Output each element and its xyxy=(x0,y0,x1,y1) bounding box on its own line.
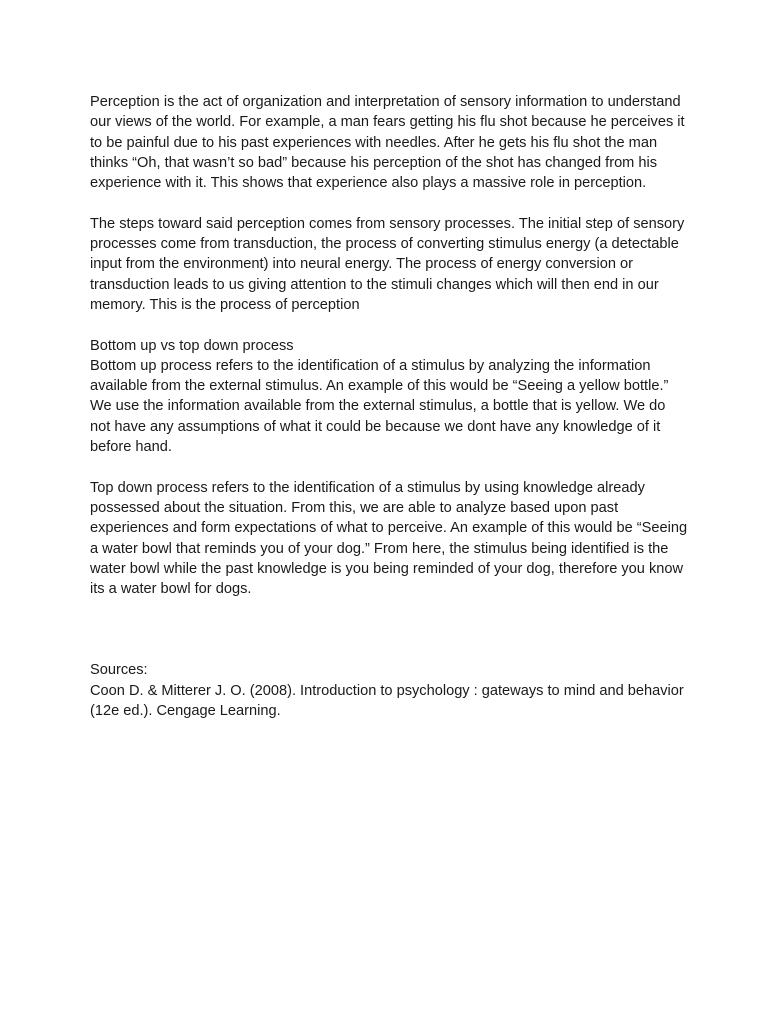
document-body xyxy=(90,92,688,721)
paragraph-sensory-processes: The steps toward said perception comes from sensory processes. The initial step of sensory processes come from transduction, the process of converting stimulus energy (a detectable input from the environment) into neural energy. The process of energy conversion or transduction leads to us giving attention to the stimuli changes which will then end in our memory. This is the process of perception xyxy=(90,215,685,313)
sources-citation: Coon D. & Mitterer J. O. (2008). Introduction to psychology : gateways to mind and behavior (12e ed.). Cengage Learning. xyxy=(90,682,684,719)
paragraph-perception-definition: Perception is the act of organization and interpretation of sensory information to understand our views of the world. For example, a man fears getting his flu shot because he perceives it to be painful due to his past experiences with needles. After he gets his flu shot the man thinks “Oh, that wasn’t so bad” because his perception of the shot has changed from his experience with it. This shows that experience also plays a massive role in perception. xyxy=(90,94,685,192)
spacer xyxy=(90,599,688,660)
paragraph-bottom-up: Bottom up process refers to the identification of a stimulus by analyzing the information available from the external stimulus. An example of this would be “Seeing a yellow bottle.” We use the information available from the external stimulus, a bottle that is yellow. We do not have any assumptions of what it could be because we dont have any knowledge of it before hand. xyxy=(90,357,669,456)
sources-label: Sources: xyxy=(90,662,148,679)
section-heading-bottom-up-top-down: Bottom up vs top down process xyxy=(90,337,294,354)
paragraph-top-down: Top down process refers to the identification of a stimulus by using knowledge already possessed about the situation. From this, we are able to analyze based upon past experiences and form expectations of what to perceive. An example of this would be “Seeing a water bowl that reminds you of your dog.” From here, the stimulus being identified is the water bowl while the past knowledge is you being reminded of your dog, therefore you know its a water bowl for dogs. xyxy=(90,479,688,598)
